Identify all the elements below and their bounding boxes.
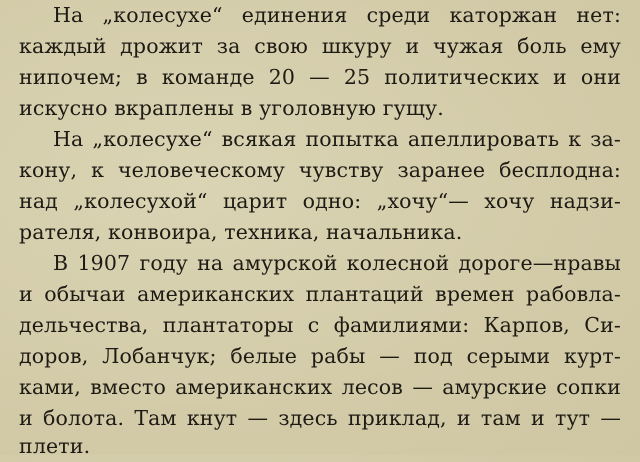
text-line: и болота. Там кнут — здесь приклад, и там и тут — bbox=[19, 406, 621, 430]
text-line: На „колесухе“ единения среди каторжан нет: bbox=[53, 3, 621, 27]
text-line: искусно вкраплены в уголовную гущу. bbox=[19, 96, 444, 120]
text-line: дельчества, плантаторы с фамилиями: Карпов, Си- bbox=[19, 313, 621, 337]
text-line: доров, Лобанчук; белые рабы — под серыми курт- bbox=[19, 344, 621, 368]
text-line: плети. bbox=[19, 434, 91, 458]
text-line: над „колесухой“ царит одно: „хочу“— хочу надзи- bbox=[19, 189, 621, 213]
text-line: рателя, конвоира, техника, начальника. bbox=[19, 220, 463, 244]
text-line: ками, вместо американских лесов — амурские сопки bbox=[19, 375, 621, 399]
text-line: На „колесухе“ всякая попытка апеллировать к за- bbox=[53, 127, 621, 151]
text-line: кону, к человеческому чувству заранее бесплодна: bbox=[19, 158, 621, 182]
text-line: В 1907 году на амурской колесной дороге—нравы bbox=[53, 251, 621, 275]
text-line: каждый дрожит за свою шкуру и чужая боль ему bbox=[19, 34, 621, 58]
text-line: и обычаи американских плантаций времен рабовла- bbox=[19, 282, 621, 306]
text-line: нипочем; в команде 20 — 25 политических и они bbox=[19, 65, 621, 89]
